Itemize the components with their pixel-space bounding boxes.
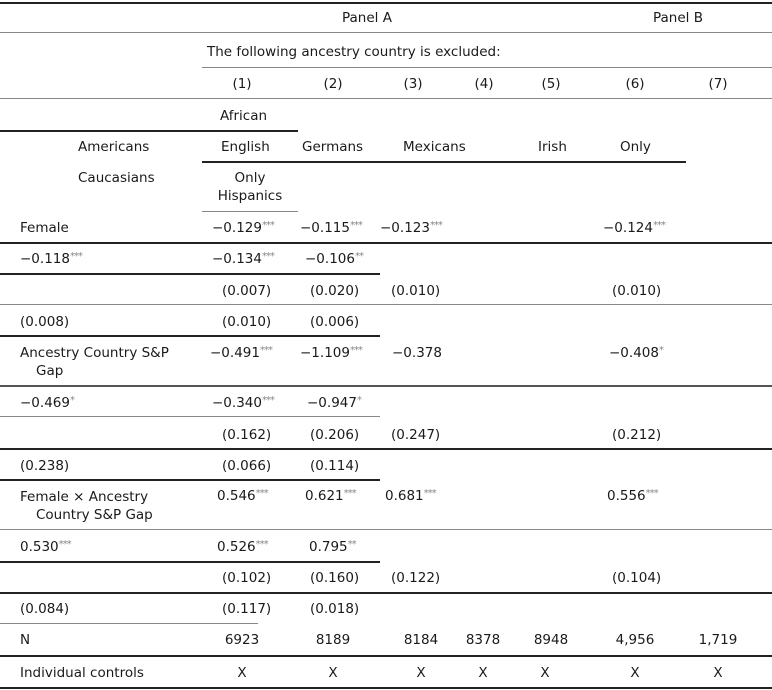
group-americans: Americans (78, 139, 150, 155)
group-only-top: Only (620, 139, 651, 155)
rule (202, 211, 298, 212)
cell-female-b-c2: −0.106** (305, 251, 363, 267)
cell-controls-c4: X (478, 665, 488, 681)
bottom-rule (0, 687, 772, 689)
cell-interaction-b-c1: 0.526*** (217, 539, 268, 555)
top-rule (0, 2, 772, 4)
cell-controls-c6: X (630, 665, 640, 681)
cell-interaction-se-c6: (0.104) (612, 570, 662, 586)
cell-interaction-c2: 0.621*** (305, 488, 356, 504)
cell-n-c3: 8184 (403, 632, 439, 648)
cell-n-c5: 8948 (533, 632, 569, 648)
cell-gap-c2: −1.109*** (300, 345, 362, 361)
cell-n-c1: 6923 (224, 632, 260, 648)
row-label-interaction: Female × Ancestry Country S&P Gap (20, 489, 153, 523)
cell-controls-c2: X (328, 665, 338, 681)
cell-female-se-c3: (0.010) (391, 283, 441, 299)
rule (202, 161, 686, 163)
cell-female-se-c1: (0.007) (222, 283, 272, 299)
cell-female-c6: −0.124*** (603, 220, 665, 236)
col-6-header: (6) (625, 76, 645, 92)
cell-female-se-b-c2: (0.006) (310, 314, 360, 330)
cell-interaction-b-c2: 0.795** (309, 539, 356, 555)
rule (0, 335, 380, 337)
cell-female-se-b-c1: (0.010) (222, 314, 272, 330)
group-african: African (220, 108, 268, 124)
cell-female-b-c1: −0.134*** (212, 251, 274, 267)
cell-interaction-se-c1: (0.102) (222, 570, 272, 586)
group-caucasians: Caucasians (78, 170, 155, 186)
rule (202, 67, 772, 68)
rule (0, 273, 380, 275)
col-7-header: (7) (708, 76, 728, 92)
row-label-gap: Ancestry Country S&P Gap (20, 345, 169, 379)
cell-female-c3: −0.123*** (380, 220, 442, 236)
rule (0, 416, 380, 417)
cell-n-c2: 8189 (315, 632, 351, 648)
cell-gap-c3: −0.378 (392, 345, 442, 361)
cell-female-c2: −0.115*** (300, 220, 362, 236)
cell-gap-b-c2: −0.947* (307, 395, 361, 411)
panel-a-label: Panel A (342, 10, 392, 26)
col-3-header: (3) (403, 76, 423, 92)
cell-gap-se-b-c1: (0.066) (222, 458, 272, 474)
group-only-bottom: Only (234, 170, 266, 186)
cell-interaction-se-b-c1: (0.117) (222, 601, 272, 617)
cell-interaction-se-b-c0: (0.084) (20, 601, 70, 617)
row-label-female: Female (20, 220, 69, 236)
group-germans: Germans (302, 139, 364, 155)
cell-female-se-b-c0: (0.008) (20, 314, 70, 330)
cell-n-c4: 8378 (465, 632, 501, 648)
row-label-controls: Individual controls (20, 665, 144, 681)
cell-n-c6: 4,956 (615, 632, 655, 648)
cell-female-b-c0: −0.118*** (20, 251, 82, 267)
cell-gap-se-c2: (0.206) (310, 427, 360, 443)
cell-gap-se-c6: (0.212) (612, 427, 662, 443)
group-english: English (221, 139, 270, 155)
cell-gap-b-c0: −0.469* (20, 395, 74, 411)
cell-controls-c5: X (540, 665, 550, 681)
col-5-header: (5) (541, 76, 561, 92)
cell-gap-se-b-c0: (0.238) (20, 458, 70, 474)
cell-gap-b-c1: −0.340*** (212, 395, 274, 411)
rule (0, 385, 772, 387)
rule (0, 592, 772, 594)
cell-interaction-c6: 0.556*** (607, 488, 658, 504)
cell-female-se-c6: (0.010) (612, 283, 662, 299)
cell-controls-c3: X (416, 665, 426, 681)
rule (0, 98, 772, 99)
rule (0, 655, 772, 657)
cell-female-se-c2: (0.020) (310, 283, 360, 299)
rule (0, 529, 772, 530)
rule (0, 304, 772, 305)
rule (0, 561, 380, 563)
rule (0, 479, 380, 481)
cell-interaction-c3: 0.681*** (385, 488, 436, 504)
col-1-header: (1) (232, 76, 252, 92)
group-irish: Irish (538, 139, 567, 155)
cell-gap-se-b-c2: (0.114) (310, 458, 360, 474)
cell-gap-c1: −0.491*** (210, 345, 272, 361)
rule (0, 32, 772, 33)
rule (0, 623, 258, 624)
rule (0, 242, 772, 244)
cell-interaction-b-c0: 0.530*** (20, 539, 71, 555)
col-4-header: (4) (474, 76, 494, 92)
cell-gap-c6: −0.408* (609, 345, 663, 361)
cell-gap-se-c3: (0.247) (391, 427, 441, 443)
cell-interaction-c1: 0.546*** (217, 488, 268, 504)
cell-interaction-se-b-c2: (0.018) (310, 601, 360, 617)
panel-b-label: Panel B (653, 10, 703, 26)
cell-interaction-se-c2: (0.160) (310, 570, 360, 586)
cell-controls-c7: X (713, 665, 723, 681)
cell-controls-c1: X (237, 665, 247, 681)
excluded-caption: The following ancestry country is excluded: (207, 44, 501, 60)
group-mexicans: Mexicans (403, 139, 466, 155)
row-label-n: N (20, 632, 31, 648)
cell-interaction-se-c3: (0.122) (391, 570, 441, 586)
cell-n-c7: 1,719 (698, 632, 738, 648)
cell-gap-se-c1: (0.162) (222, 427, 272, 443)
rule (0, 448, 772, 450)
cell-female-c1: −0.129*** (212, 220, 274, 236)
col-2-header: (2) (323, 76, 343, 92)
rule (0, 130, 298, 132)
group-hispanics: Hispanics (217, 188, 283, 204)
